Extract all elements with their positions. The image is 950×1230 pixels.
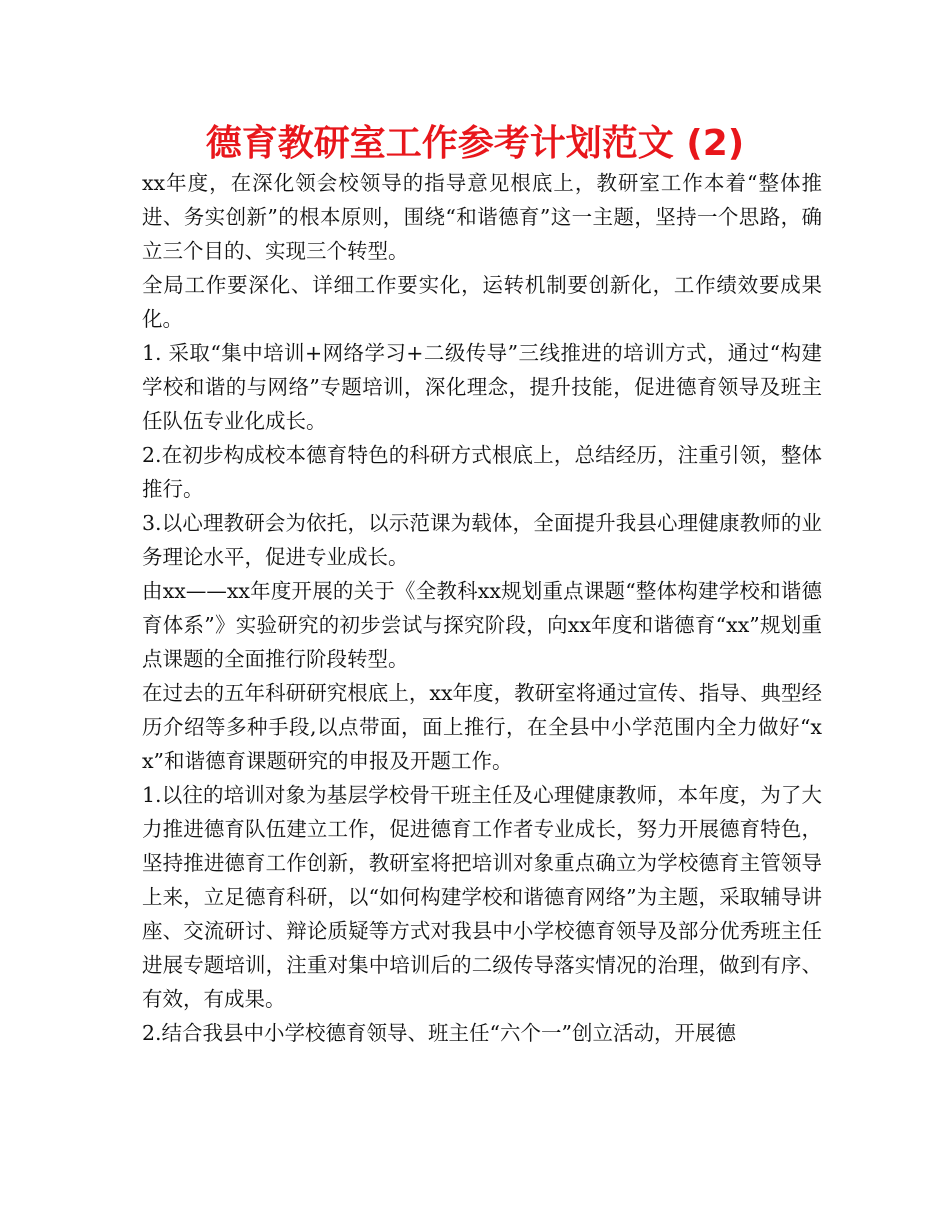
paragraph-research-basis: 在过去的五年科研研究根底上，xx年度，教研室将通过宣传、指导、典型经历介绍等多种手段,以点带面，面上推行，在全县中小学范围内全力做好“xx”和谐德育课题研究的申报及开题工作。 bbox=[142, 681, 822, 773]
document-title: 德育教研室工作参考计划范文 (2) bbox=[205, 123, 745, 164]
paragraph-training-1: 1.以往的培训对象为基层学校骨干班主任及心理健康教师，本年度，为了大力推进德育队伍建立工作，促进德育工作者专业成长，努力开展德育特色，坚持推进德育工作创新，教研室将把培训对象重点确立为学校德育主管领导上来，立足德育科研，以“如何构建学校和谐德育网络”为主题，采取辅导讲座、交流研讨、辩论质疑等方式对我县中小学校德育领导及部分优秀班主任进展专题培训，注重对集中培训后的二级传导落实情况的治理，做到有序、有效，有成果。 bbox=[142, 783, 822, 1011]
paragraph-intro: xx年度，在深化领会校领导的指导意见根底上，教研室工作本着“整体推进、务实创新”的根本原则，围绕“和谐德育”这一主题，坚持一个思路，确立三个目的、实现三个转型。 bbox=[142, 171, 822, 263]
paragraph-research-transition: 由xx——xx年度开展的关于《全教科xx规划重点课题“整体构建学校和谐德育体系”》实验研究的初步尝试与探究阶段，向xx年度和谐德育“xx”规划重点课题的全面推行阶段转型。 bbox=[142, 579, 822, 671]
paragraph-overall: 全局工作要深化、详细工作要实化，运转机制要创新化，工作绩效要成果化。 bbox=[142, 273, 822, 331]
paragraph-training-2: 2.结合我县中小学校德育领导、班主任“六个一”创立活动，开展德 bbox=[142, 1021, 737, 1045]
paragraph-item-2: 2.在初步构成校本德育特色的科研方式根底上，总结经历，注重引领，整体推行。 bbox=[142, 443, 822, 501]
document-body bbox=[142, 166, 822, 1050]
paragraph-item-3: 3.以心理教研会为依托，以示范课为载体，全面提升我县心理健康教师的业务理论水平，促进专业成长。 bbox=[142, 511, 822, 569]
paragraph-item-1: 1. 采取“集中培训+网络学习+二级传导”三线推进的培训方式，通过“构建学校和谐的与网络”专题培训，深化理念，提升技能，促进德育领导及班主任队伍专业化成长。 bbox=[142, 341, 822, 433]
